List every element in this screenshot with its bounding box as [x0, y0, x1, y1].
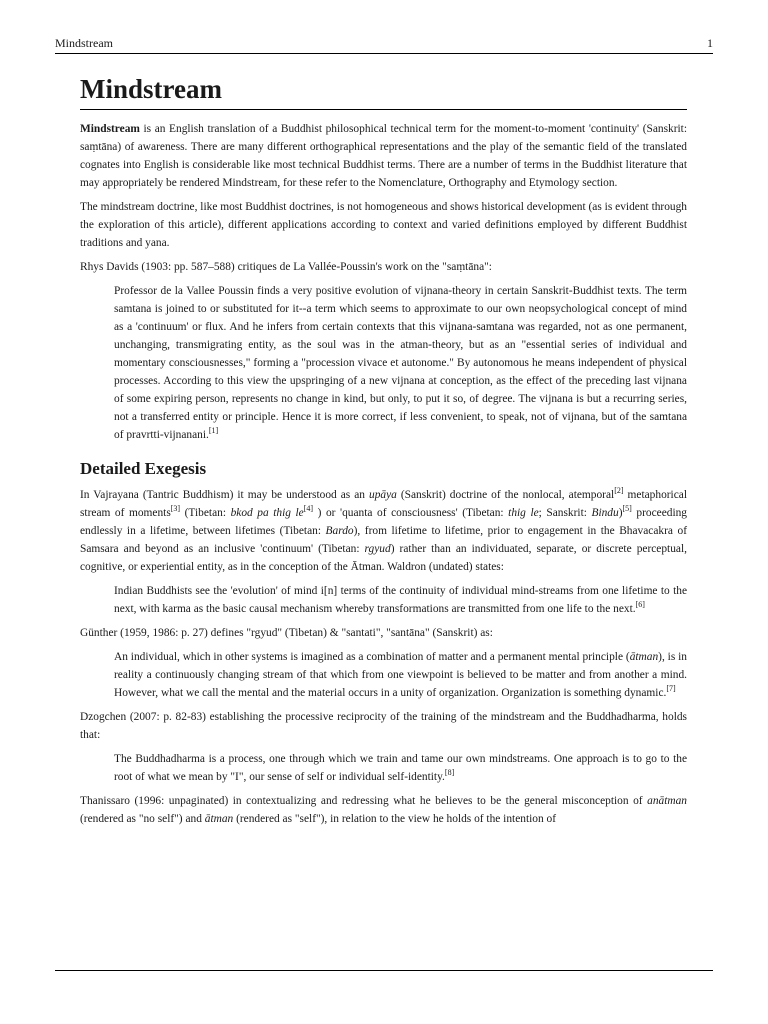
- waldron-quote: [114, 582, 687, 618]
- intro-paragraph: [80, 120, 687, 192]
- text-run: (rendered as "no self") and: [80, 813, 205, 825]
- thanissaro-paragraph: [80, 792, 687, 828]
- running-header: [55, 35, 713, 51]
- dzogchen-paragraph: Dzogchen (2007: p. 82-83) establishing the processive reciprocity of the training of the mindstream and the Buddhadharma, holds that:: [80, 711, 687, 741]
- intro-term: Mindstream: [80, 123, 140, 135]
- reference-link[interactable]: [1]: [208, 426, 219, 436]
- quote-text: Indian Buddhists see the 'evolution' of mind i[n] terms of the continuity of individual mind-streams from one lifetime to the next, with karma as the basic causal mechanism whereby transformations are transmitted from one life to the next.: [114, 585, 687, 615]
- text-run: Thanissaro (1996: unpaginated) in contextualizing and redressing what he believes to be the general misconception of: [80, 795, 648, 807]
- text-run: ): [618, 507, 623, 519]
- text-run: ), from lifetime to lifetime, prior to engagement in the Bhavacakra of Samsara and beyond as an inclusive 'continuum' (Tibetan:: [80, 525, 687, 555]
- italic-term: Bardo: [325, 525, 354, 537]
- gunther-quote: [114, 648, 687, 702]
- reference-link[interactable]: [4]: [303, 504, 314, 514]
- italic-term: ātman: [629, 651, 659, 663]
- gunther-paragraph: Günther (1959, 1986: p. 27) defines "rgyud" (Tibetan) & "santati", "santāna" (Sanskrit) as:: [80, 627, 493, 639]
- running-header-title: Mindstream: [55, 36, 113, 50]
- italic-term: ātman: [204, 813, 234, 825]
- italic-term: anātman: [647, 795, 687, 807]
- reference-link[interactable]: [3]: [170, 504, 181, 514]
- reference-link[interactable]: [2]: [614, 486, 624, 496]
- intro-text: is an English translation of a Buddhist philosophical technical term for the moment-to-moment 'continuity' (Sanskrit: saṃtāna) of awareness. There are many different orthographical representations and the play of the semantic field of the translated cognates into English is considerable like most technical Buddhist terms. There are a number of terms in the Buddhist literature that may appropriately be rendered Mindstream, for these refer to the Nomenclature, Orthography and Etymology section.: [80, 123, 687, 189]
- header-rule: [55, 53, 713, 54]
- text-run: proceeding endlessly in a lifetime, between lifetimes (Tibetan:: [80, 507, 687, 537]
- text-run: ), is in reality a continuously changing stream of that which from one viewpoint is believed to be matter and from another a mind. However, what we call the mental and the material occurs in a unity of organization. Organization is something dynamic.: [114, 651, 688, 699]
- italic-term: thig le: [508, 507, 539, 519]
- footer-rule: [55, 970, 713, 971]
- doctrine-paragraph: The mindstream doctrine, like most Buddhist doctrines, is not homogeneous and shows historical development (as is evident through the exploration of this article), different applications according to context and varied definitions employed by different Buddhist traditions and yana.: [80, 201, 687, 249]
- section-heading-detailed-exegesis: Detailed Exegesis: [80, 459, 207, 478]
- text-run: (Sanskrit) doctrine of the nonlocal, atemporal: [396, 489, 615, 501]
- text-run: (Tibetan:: [180, 507, 231, 519]
- text-run: (rendered as "self"), in relation to the view he holds of the intention of: [233, 813, 556, 825]
- rhys-davids-paragraph: Rhys Davids (1903: pp. 587–588) critiques de La Vallée-Poussin's work on the "saṃtāna":: [80, 261, 492, 273]
- page-title: Mindstream: [80, 72, 687, 110]
- text-run: ) or 'quanta of consciousness' (Tibetan:: [313, 507, 509, 519]
- italic-term: Bindu: [591, 507, 619, 519]
- text-run: ; Sanskrit:: [538, 507, 592, 519]
- reference-link[interactable]: [5]: [622, 504, 632, 514]
- text-run: In Vajrayana (Tantric Buddhism) it may be understood as an: [80, 489, 370, 501]
- text-run: ) rather than an individuated, separate, or discrete perceptual, cognitive, or experiential entity, as in the conception of the Ātman. Waldron (undated) states:: [80, 543, 687, 573]
- reference-link[interactable]: [7]: [666, 684, 676, 694]
- text-run: metaphorical stream of moments: [80, 489, 688, 519]
- rhys-davids-quote: [114, 282, 687, 444]
- vajrayana-paragraph: [80, 486, 687, 576]
- reference-link[interactable]: [8]: [444, 768, 455, 778]
- reference-link[interactable]: [6]: [635, 600, 645, 610]
- italic-term: bkod pa thig le: [230, 507, 304, 519]
- quote-text: The Buddhadharma is a process, one through which we train and tame our own mindstreams. One approach is to go to the root of what we mean by "I", our sense of self or individual self-identity.: [114, 753, 687, 783]
- article-body: [80, 72, 687, 828]
- dzogchen-quote: [114, 750, 687, 786]
- italic-term: rgyud: [364, 543, 391, 555]
- quote-text: Professor de la Vallee Poussin finds a very positive evolution of vijnana-theory in certain Sanskrit-Buddhist texts. The term samtana is joined to or substituted for it--a term which seems to approximate to our own neopsychological concept of mind as a 'continuum' or flux. And he infers from certain contexts that this vijnana-samtana was regarded, not as one permanent, unchanging, transmigrating entity, as the soul was in the atman-theory, but as an "essential series of individual and momentary consciousnesses," forming a "procession vivace et autonome." By autonomous he means independent of physical processes. According to this view the upspringing of a new vijnana at conception, as the effect of the preceding last vijnana of some expiring person, represents no change in kind, but only, to put it so, of degree. The vijnana is but a recurring series, not a transferred entity or principle. Hence it is more correct, if less convenient, to speak, not of vijnana, but of the samtana of pravrtti-vijnanani.: [114, 285, 687, 441]
- italic-term: upāya: [369, 489, 397, 501]
- page-number: 1: [707, 36, 713, 50]
- text-run: An individual, which in other systems is imagined as a combination of matter and a permanent mental principle (: [114, 651, 630, 663]
